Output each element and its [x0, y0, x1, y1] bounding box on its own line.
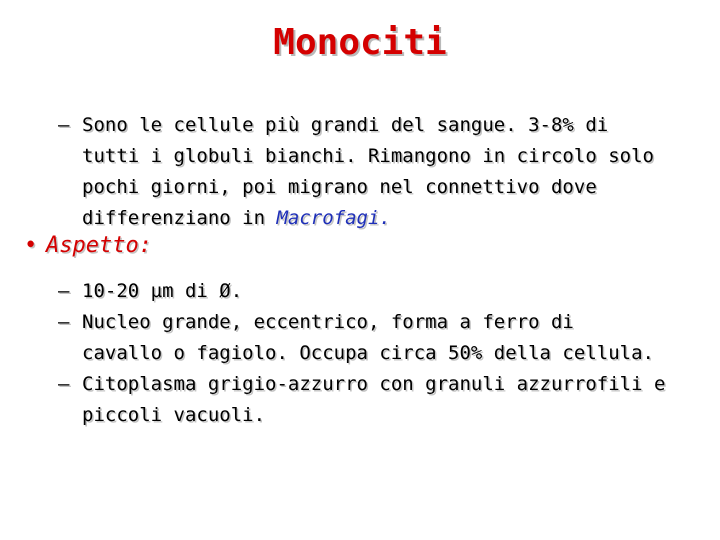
intro-line-3: pochi giorni, poi migrano nel connettivo dove [82, 176, 597, 198]
dash-marker: – [58, 114, 70, 136]
intro-item [58, 110, 698, 234]
intro-line-4 [82, 203, 698, 234]
item-3-line-2: piccoli vacuoli. [82, 404, 266, 426]
aspect-list [58, 276, 708, 431]
list-item [58, 369, 708, 431]
dash-marker: – [58, 373, 70, 395]
intro-block [58, 110, 698, 234]
item-1-line-1: 10-20 µm di Ø. [82, 280, 243, 302]
section-heading [24, 230, 152, 261]
dash-marker: – [58, 280, 70, 302]
slide-title: Monociti [273, 22, 447, 63]
bullet-marker: • [24, 233, 38, 258]
list-item [58, 276, 708, 307]
item-2-line-2: cavallo o fagiolo. Occupa circa 50% della cellula. [82, 342, 654, 364]
dash-marker: – [58, 311, 70, 333]
intro-line-1: Sono le cellule più grandi del sangue. 3-8% di [82, 114, 609, 136]
intro-line-4-prefix: differenziano in [82, 207, 277, 229]
section-heading-label: Aspetto: [46, 233, 152, 258]
list-item [58, 307, 708, 369]
item-2-line-1: Nucleo grande, eccentrico, forma a ferro di [82, 311, 574, 333]
macrofagi-term: Macrofagi. [276, 207, 391, 229]
intro-line-2: tutti i globuli bianchi. Rimangono in circolo solo [82, 145, 654, 167]
item-3-line-1: Citoplasma grigio-azzurro con granuli azzurrofili e [82, 373, 666, 395]
